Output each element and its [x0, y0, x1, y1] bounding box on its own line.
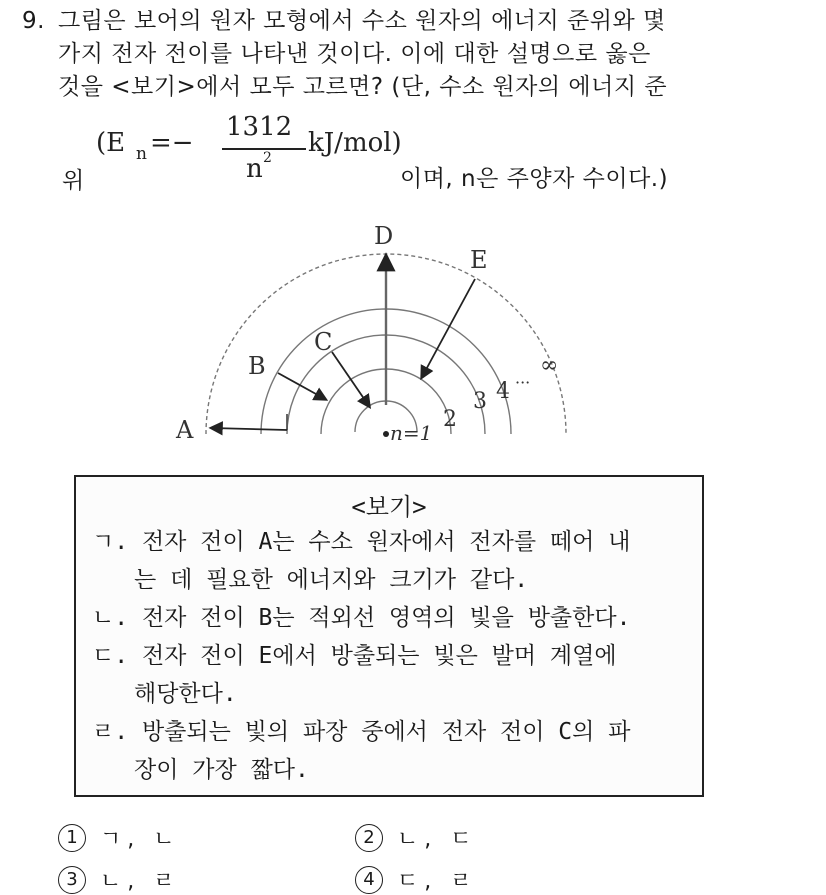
formula-equals: =−: [150, 128, 194, 158]
bogi-marker: ㄴ.: [92, 605, 129, 631]
choice-number-circle: 2: [355, 824, 383, 852]
label-e: E: [470, 246, 488, 274]
bogi-text: 전자 전이 E에서 방출되는 빛은 발머 계열에: [141, 643, 617, 669]
bogi-item-rieul: [92, 717, 630, 747]
choice-1[interactable]: [58, 822, 181, 853]
label-d: D: [374, 222, 394, 250]
choice-answer: ㄴ, ㄹ: [100, 869, 181, 894]
bogi-item-digeut: [92, 641, 617, 671]
formula-denominator-exponent: 2: [263, 150, 272, 166]
formula-lhs: (E: [96, 128, 126, 158]
bogi-item-digeut-cont: [134, 679, 237, 709]
formula-unit: kJ/mol): [308, 128, 402, 158]
bogi-item-giyeok: [92, 527, 630, 557]
choice-3[interactable]: [58, 864, 181, 895]
choice-answer: ㄱ, ㄴ: [100, 827, 181, 852]
bogi-marker: ㄹ.: [92, 719, 129, 745]
transition-e: [422, 279, 475, 377]
nucleus-dot: [383, 431, 389, 437]
choice-answer: ㄷ, ㄹ: [397, 869, 478, 894]
choice-4[interactable]: [355, 864, 478, 895]
bogi-marker: ㄱ.: [92, 529, 129, 555]
bohr-model-diagram: [160, 212, 580, 452]
bogi-title: <보기>: [351, 493, 427, 521]
choice-answer: ㄴ, ㄷ: [397, 827, 478, 852]
question-text-1: 그림은 보어의 원자 모형에서 수소 원자의 에너지 준위와 몇: [58, 8, 666, 34]
choice-number-circle: 3: [58, 866, 86, 894]
question-number: 9.: [22, 8, 45, 34]
bogi-marker: ㄷ.: [92, 643, 129, 669]
bogi-text: 해당한다.: [134, 681, 237, 707]
choice-number-circle: 1: [58, 824, 86, 852]
label-orbit-4: 4: [496, 379, 510, 404]
formula-prefix: 위: [62, 168, 85, 194]
label-c: C: [314, 328, 333, 356]
label-a: A: [176, 416, 194, 444]
transition-c: [332, 352, 369, 406]
question-text-3: 것을 <보기>에서 모두 고르면? (단, 수소 원자의 에너지 준: [58, 74, 668, 100]
label-center-n1: n=1: [390, 421, 433, 445]
transition-b: [278, 373, 325, 399]
formula-denominator: n: [246, 154, 263, 184]
formula-subscript: n: [136, 144, 147, 164]
formula-line: [0, 110, 826, 210]
formula-suffix: 이며, n은 주양자 수이다.): [400, 166, 669, 192]
question-text-2: 가지 전자 전이를 나타낸 것이다. 이에 대한 설명으로 옳은: [58, 41, 651, 67]
label-orbit-infinity: ∞: [540, 353, 559, 378]
bogi-text: 는 데 필요한 에너지와 크기가 같다.: [134, 567, 529, 593]
bogi-item-giyeok-cont: [134, 565, 528, 595]
bogi-text: 전자 전이 B는 적외선 영역의 빛을 방출한다.: [141, 605, 631, 631]
formula-numerator: 1312: [226, 112, 293, 142]
bogi-box: [74, 475, 704, 797]
choice-2[interactable]: [355, 822, 478, 853]
bogi-text: 전자 전이 A는 수소 원자에서 전자를 떼어 내: [141, 529, 631, 555]
energy-level-svg: [160, 212, 580, 452]
label-ellipsis: ···: [515, 373, 531, 392]
bogi-item-nieun: [92, 603, 630, 633]
label-orbit-2: 2: [443, 407, 457, 432]
choice-number-circle: 4: [355, 866, 383, 894]
transition-a: [212, 428, 287, 430]
bogi-text: 장이 가장 짧다.: [134, 757, 309, 783]
bogi-item-rieul-cont: [134, 755, 309, 785]
bogi-text: 방출되는 빛의 파장 중에서 전자 전이 C의 파: [141, 719, 631, 745]
label-orbit-3: 3: [473, 389, 487, 414]
label-b: B: [248, 352, 266, 380]
